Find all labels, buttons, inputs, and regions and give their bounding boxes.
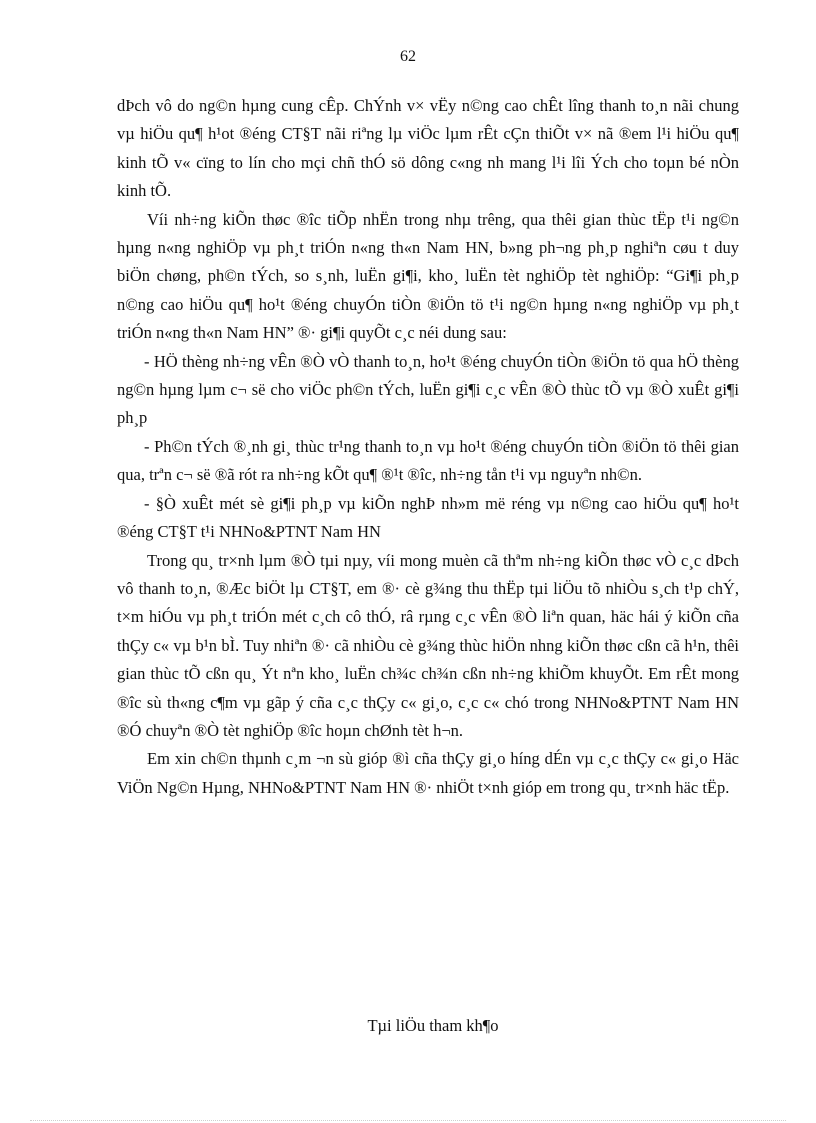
list-item: - §Ò xuÊt mét sè gi¶i ph¸p vµ kiÕn nghÞ nh»m më réng vµ n©ng cao hiÖu qu¶ ho¹t ®éng CT§T t¹i NHNo&PTNT Nam HN — [117, 493, 739, 542]
paragraph-conclusion-2: Víi nh÷ng kiÕn thøc ®îc tiÕp nhËn trong nhµ trêng, qua thêi gian thùc tËp t¹i ng©n hµng n«ng nghiÖp vµ ph¸t triÓn n«ng th«n Nam HN, b»ng ph¬ng ph¸p nghiªn cøu t duy biÖn chøng, ph©n tÝch, so s¸nh, luËn gi¶i, kho¸ luËn tèt nghiÖp tèt nghiÖp: “Gi¶i ph¸p n©ng cao hiÖu qu¶ ho¹t ®éng chuyÓn tiÒn ®iÖn tö t¹i ng©n hµng n«ng nghiÖp vµ ph¸t triÓn n«ng th«n Nam HN” ®· gi¶i quyÕt c¸c néi dung sau: — [117, 209, 739, 343]
page-number: 62 — [400, 48, 416, 65]
references-heading: Tµi liÖu tham kh¶o — [367, 1016, 499, 1035]
body-text — [117, 92, 739, 802]
paragraph-conclusion-1: dÞch vô do ng©n hµng cung cÊp. ChÝnh v× vËy n©ng cao chÊt lîng thanh to¸n nãi chung vµ hiÖu qu¶ h¹ot ®éng CT§T nãi riªng lµ viÖc lµm rÊt cÇn thiÕt v× nã ®em l¹i hiÖu qu¶ kinh tÕ v« cïng to lín cho mçi chñ thÓ sö dông c«ng nh mang l¹i lîi Ých cho toµn bé nÒn kinh tÕ. — [117, 96, 739, 201]
paragraph-acknowledgement: Trong qu¸ tr×nh lµm ®Ò tµi nµy, víi mong muèn cã thªm nh÷ng kiÕn thøc vÒ c¸c dÞch vô thanh to¸n, ®Æc biÖt lµ CT§T, em ®· cè g¾ng thu thËp tµi liÖu tõ nhiÒu s¸ch t¹p chÝ, t×m hiÓu vµ ph¸t triÓn mét c¸ch cô thÓ, râ rµng c¸c vÊn ®Ò liªn quan, häc hái ý kiÕn cña thÇy c« vµ b¹n bÌ. Tuy nhiªn ®· cã nhiÒu cè g¾ng thùc hiÖn nhng kiÕn thøc cßn cã h¹n, thêi gian thùc tÕ cßn qu¸ Ýt nªn kho¸ luËn ch¾c ch¾n cßn nh÷ng khiÕm khuyÕt. Em rÊt mong ®îc sù th«ng c¶m vµ gãp ý cña c¸c thÇy c« gi¸o, c¸c c« chó trong NHNo&PTNT Nam HN ®Ó chuyªn ®Ò tèt nghiÖp ®îc hoµn chØnh tèt h¬n. — [117, 550, 739, 740]
list-item: - Ph©n tÝch ®¸nh gi¸ thùc tr¹ng thanh to¸n vµ ho¹t ®éng chuyÓn tiÒn ®iÖn tö thêi gian qua, trªn c¬ së ®ã rót ra nh÷ng kÕt qu¶ ®¹t ®îc, nh÷ng tån t¹i vµ nguyªn nh©n. — [117, 436, 739, 485]
list-item: - HÖ thèng nh÷ng vÊn ®Ò vÒ thanh to¸n, ho¹t ®éng chuyÓn tiÒn ®iÖn tö qua hÖ thèng ng©n hµng lµm c¬ së cho viÖc ph©n tÝch, luËn gi¶i c¸c vÊn ®Ò thùc tÕ vµ ®Ò xuÊt gi¶i ph¸p — [117, 351, 739, 428]
page-bottom-dotted-rule — [30, 1120, 786, 1121]
paragraph-thanks: Em xin ch©n thµnh c¸m ¬n sù gióp ®ì cña thÇy gi¸o híng dÉn vµ c¸c thÇy c« gi¸o Häc ViÖn Ng©n Hµng, NHNo&PTNT Nam HN ®· nhiÖt t×nh gióp em trong qu¸ tr×nh häc tËp. — [117, 749, 739, 797]
